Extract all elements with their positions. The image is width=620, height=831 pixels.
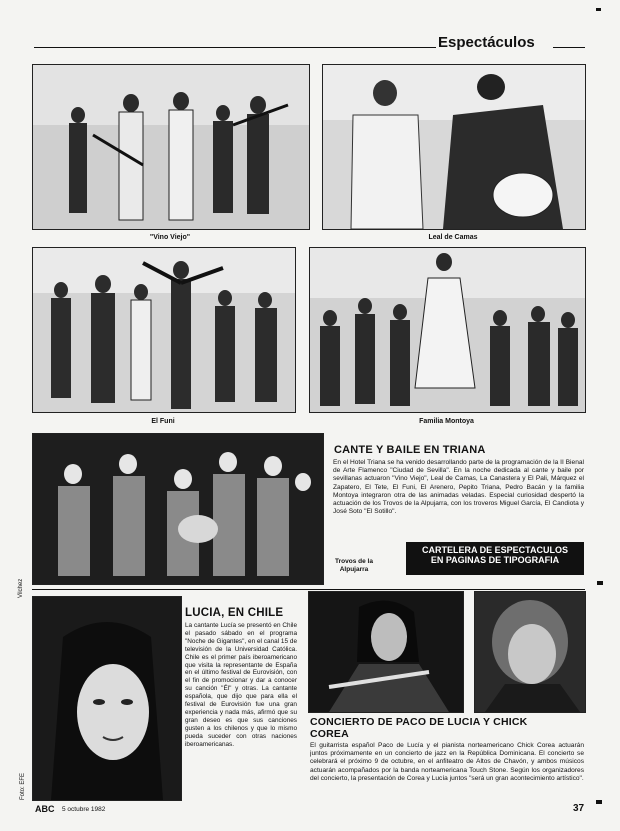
- cartelera-banner: [406, 542, 584, 575]
- body-lucia-chile: La cantante Lucía se presentó en Chile el pasado sábado en el programa "Noche de Gigantes", en el canal 15 de televisión de la Universidad Católica. Chile es el primer país iberoamericano que visita la representante de España en el último festival de Eurovisión, con el fin de promocionar y dar a conocer su canción "Él" y otras. La cantante española, que dijo que para ella el festival de Eurovisión fue una gran experiencia y nada más, afirmó que su gran deseo es que sus canciones gusten a los chilenos y que lo mismo pueda suceder con otras naciones iberoamericanas.: [185, 622, 297, 748]
- section-title: Espectáculos: [438, 34, 535, 51]
- headline-concierto-paco-chick: CONCIERTO DE PACO DE LUCIA Y CHICK COREA: [310, 716, 528, 740]
- photo-trovos-alpujarra: [32, 433, 324, 585]
- caption-vino-viejo: "Vino Viejo": [149, 234, 191, 241]
- credit-vilchez: Vilchez: [18, 578, 24, 598]
- caption-el-funi: El Funi: [151, 418, 175, 425]
- footer-mark: [596, 800, 602, 804]
- page-number: 37: [573, 803, 585, 814]
- credit-foto-efe: Foto: EFE: [20, 772, 26, 800]
- corner-mark: [596, 8, 601, 11]
- photo-lucia: [32, 596, 182, 801]
- cartelera-banner-line2: EN PAGINAS DE TIPOGRAFIA: [430, 555, 560, 565]
- body-cante-baile-triana: En el Hotel Triana se ha venido desarrollando parte de la programación de la II Bienal de Arte Flamenco "Ciudad de Sevilla". En la noche dedicada al cante y baile por sevillanas actuaron "Vino Viejo", Leal de Camas, La Canastera y El Pali, Márquez el Zapatero, El Tete, El Funi, El Arenero, Pepito Triana, Pedro Bacán y la familia Montoya integraron otra de las animadas veladas. Especial curiosidad despertó la actuación de los Trovos de la Alpujarra, con los troveros Miguel García, El Candiota y José Soto "El Sotillo".: [333, 459, 584, 516]
- caption-trovos-alpujarra: Trovos de la Alpujarra: [335, 558, 373, 573]
- cartelera-banner-line1: CARTELERA DE ESPECTACULOS: [421, 545, 568, 555]
- footer-brand: ABC: [35, 804, 55, 814]
- margin-mark: [597, 581, 603, 585]
- header-rule: [34, 47, 436, 48]
- photo-familia-montoya: [309, 247, 586, 413]
- photo-vino-viejo: [32, 64, 310, 230]
- photo-el-funi: [32, 247, 296, 413]
- footer-date: 5 octubre 1982: [62, 806, 106, 813]
- photo-chick-corea: [474, 591, 586, 713]
- headline-cante-baile-triana: CANTE Y BAILE EN TRIANA: [334, 444, 486, 456]
- caption-familia-montoya: Familia Montoya: [419, 418, 474, 425]
- caption-leal-de-camas: Leal de Camas: [428, 234, 478, 241]
- headline-lucia-chile: LUCIA, EN CHILE: [185, 607, 284, 619]
- header-rule-right: [553, 47, 585, 48]
- body-concierto-paco-chick: El guitarrista español Paco de Lucía y el pianista norteamericano Chick Corea actuarán juntos próximamente en un concierto de jazz en la República Dominicana. El concierto se celebrará el próximo 9 de octubre, en el anfiteatro de Altos de Chavón, y ambos músicos actuarán acompañados por la banda norteamericana Touch Stone. Según los organizadores del concierto, la presentación de Corea y Lucía juntos "será un gran acontecimiento artístico".: [310, 742, 584, 782]
- section-divider: [32, 589, 585, 590]
- photo-paco-de-lucia: [308, 591, 464, 713]
- photo-leal-de-camas: [322, 64, 586, 230]
